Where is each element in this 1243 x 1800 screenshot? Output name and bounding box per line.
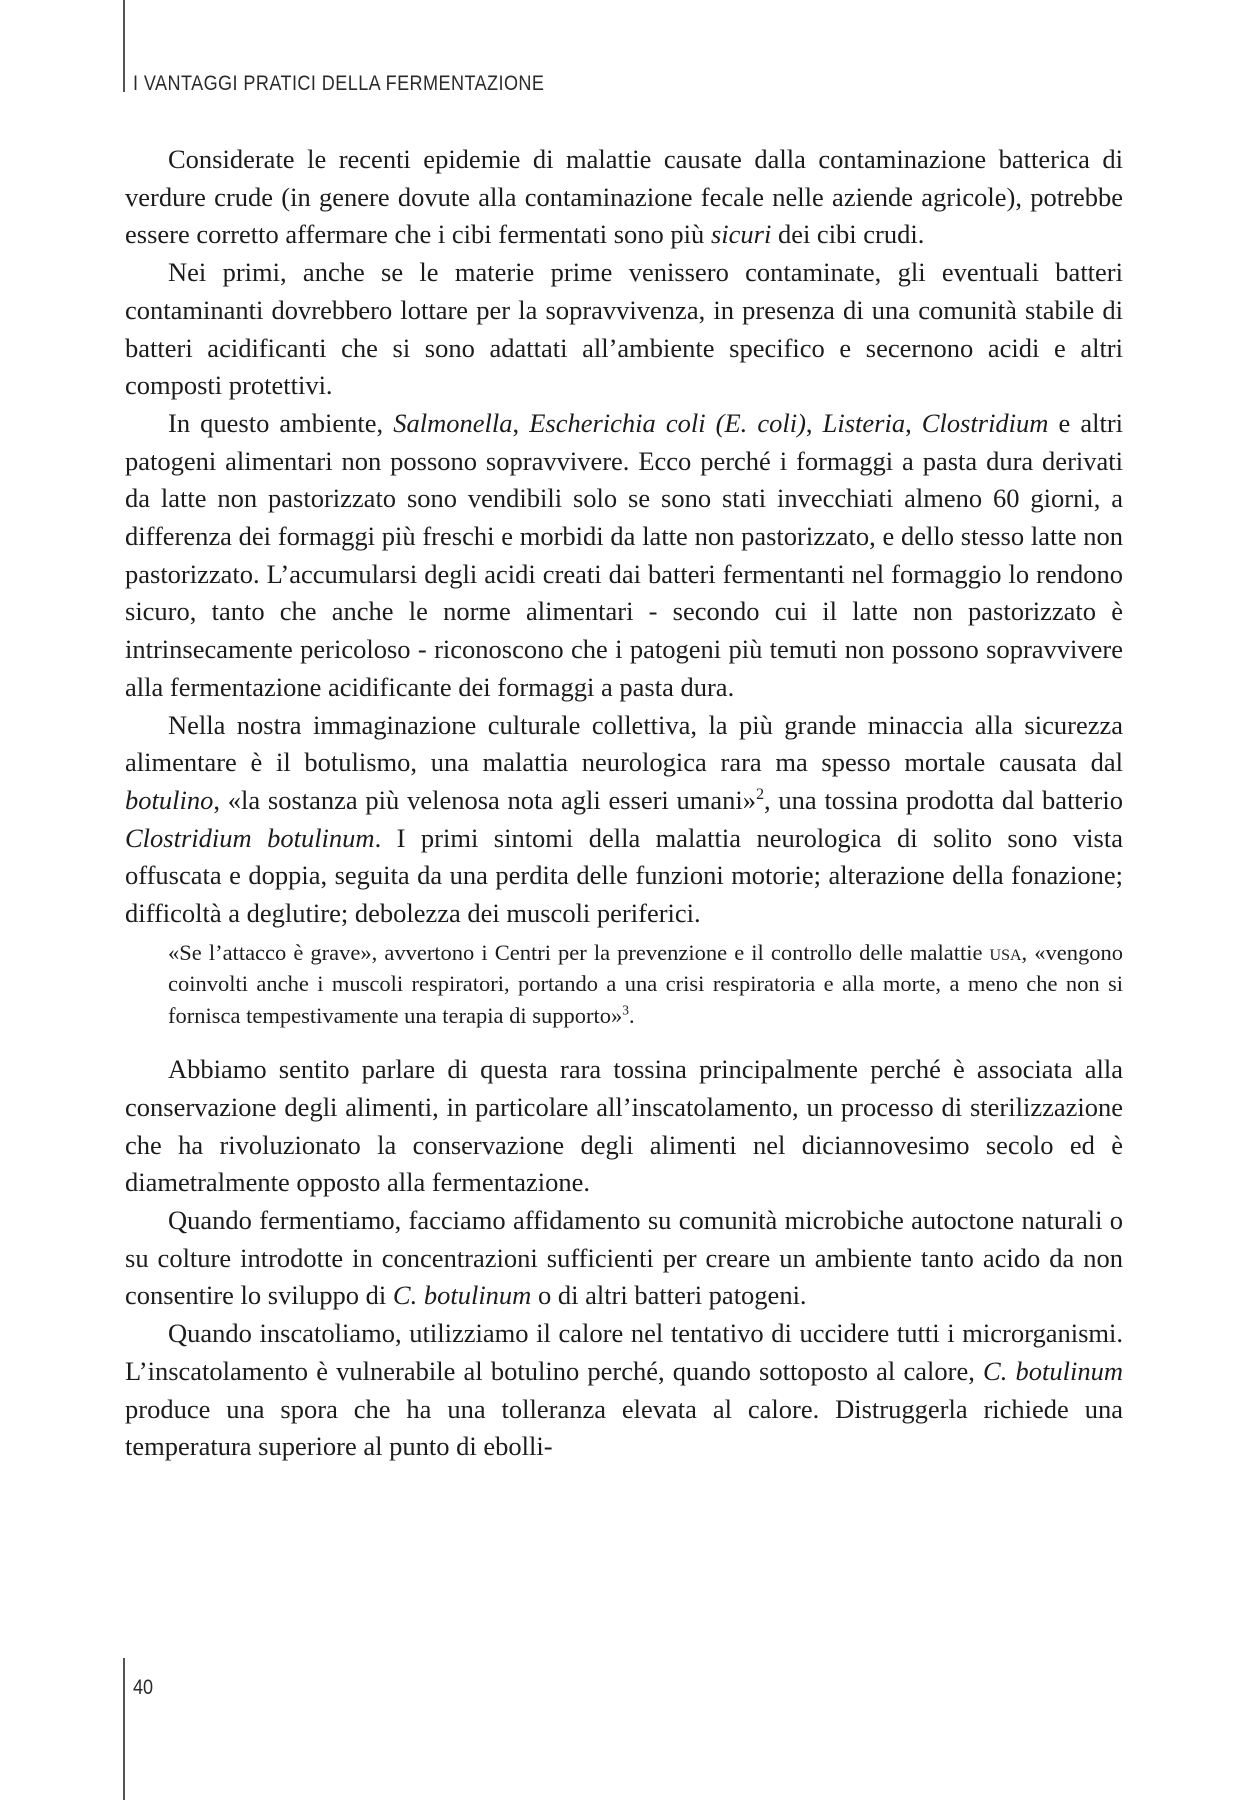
- text-span: e altri patogeni alimentari non possono sopravvivere. Ecco perché i formaggi a pasta dura derivati da latte non pastorizzato sono vendibili solo se sono stati invecchiati almeno 60 giorni, a differenza dei formaggi più freschi e morbidi da latte non pastorizzato, e dello stesso latte non pastorizzato. L’accumularsi degli acidi creati dai batteri fermentanti nel formaggio lo rendono sicuro, tanto che anche le norme alimentari - secondo cui il latte non pastorizzato è intrinsecamente pericoloso - riconoscono che i patogeni più temuti non possono sopravvivere alla fermentazione acidificante dei formaggi a pasta dura.: [125, 407, 1124, 702]
- text-span: ,: [512, 407, 530, 438]
- text-span: ,: [905, 407, 922, 438]
- block-quote: [125, 937, 1123, 1032]
- italic-span: Listeria: [822, 407, 906, 438]
- text-span: .: [628, 1002, 635, 1028]
- paragraph-2: [125, 254, 1123, 405]
- text-span: Nella nostra immaginazione culturale collettiva, la più grande minaccia alla sicurezza alimentare è il botulismo, una malattia neurologica rara ma spesso mortale causata dal: [125, 709, 1123, 778]
- text-span: Quando fermentiamo, facciamo affidamento su comunità microbiche autoctone naturali o su colture introdotte in concentrazioni sufficienti per creare un ambiente tanto acido da non consentire lo sviluppo di: [125, 1205, 1123, 1311]
- footnote-ref-2: 2: [756, 786, 765, 804]
- text-span: produce una spora che ha una tolleranza elevata al calore. Distruggerla richiede una temperatura superiore al punto di ebolli-: [125, 1393, 1123, 1462]
- paragraph-4: [125, 707, 1123, 933]
- italic-span: Escherichia coli (E. coli): [529, 407, 806, 438]
- italic-span: botulino: [125, 784, 214, 815]
- paragraph-7: [125, 1315, 1123, 1466]
- text-span: , una tossina prodotta dal batterio: [764, 784, 1123, 815]
- text-span: Considerate le recenti epidemie di malattie causate dalla contaminazione batterica di verdure crude (in genere dovute alla contaminazione fecale nelle aziende agricole), potrebbe essere corretto affermare che i cibi fermentati sono più: [125, 144, 1123, 250]
- text-span: Abbiamo sentito parlare di questa rara tossina principalmente perché è associata alla conservazione degli alimenti, in particolare all’inscatolamento, un processo di sterilizzazione che ha rivoluzionato la conservazione degli alimenti nel diciannovesimo secolo ed è diametralmente opposto alla fermentazione.: [125, 1054, 1123, 1198]
- footnote-ref-3: 3: [622, 1002, 629, 1018]
- text-span: ,: [805, 407, 823, 438]
- text-span: o di altri batteri patogeni.: [531, 1280, 807, 1311]
- text-span: Quando inscatoliamo, utilizziamo il calore nel tentativo di uccidere tutti i microrganismi. L’inscatolamento è vulnerabile al botulino perché, quando sottoposto al calore,: [125, 1318, 1123, 1386]
- text-span: . I primi sintomi della malattia neurologica di solito sono vista offuscata e doppia, seguita da una perdita delle funzioni motorie; alterazione della fonazione; difficoltà a deglutire; debolezza dei muscoli periferici.: [125, 822, 1123, 929]
- footer-rule: [123, 1658, 125, 1800]
- text-span: dei cibi crudi.: [771, 219, 925, 250]
- text-span: , «vengono coinvolti anche i muscoli respiratori, portando a una crisi respiratoria e alla morte, a meno che non si fornisca tempestivamente una terapia di supporto»: [168, 939, 1123, 1028]
- italic-span: C. botulinum: [392, 1280, 532, 1311]
- text-span: In questo ambiente,: [168, 407, 394, 438]
- italic-span: Clostridium: [921, 407, 1049, 438]
- italic-span: sicuri: [710, 219, 772, 250]
- text-span: , «la sostanza più velenosa nota agli esseri umani»: [213, 784, 757, 815]
- paragraph-1: [125, 141, 1123, 254]
- text-span: «Se l’attacco è grave», avvertono i Centri per la prevenzione e il controllo delle malattie: [168, 939, 990, 965]
- italic-span: Clostridium botulinum: [125, 822, 375, 853]
- body-text: [125, 141, 1123, 1466]
- small-caps-span: usa: [989, 939, 1022, 965]
- italic-span: C. botulinum: [983, 1355, 1123, 1386]
- text-span: Nei primi, anche se le materie prime venissero contaminate, gli eventuali batteri contaminanti dovrebbero lottare per la sopravvivenza, in presenza di una comunità stabile di batteri acidificanti che si sono adattati all’ambiente specifico e secernono acidi e altri composti protettivi.: [125, 257, 1123, 401]
- page-number: 40: [133, 1676, 154, 1699]
- paragraph-5: [125, 1051, 1123, 1202]
- italic-span: Salmonella: [393, 407, 513, 438]
- header-rule: [123, 0, 125, 92]
- paragraph-3: [125, 405, 1123, 707]
- paragraph-6: [125, 1202, 1123, 1315]
- running-head: I VANTAGGI PRATICI DELLA FERMENTAZIONE: [133, 72, 545, 95]
